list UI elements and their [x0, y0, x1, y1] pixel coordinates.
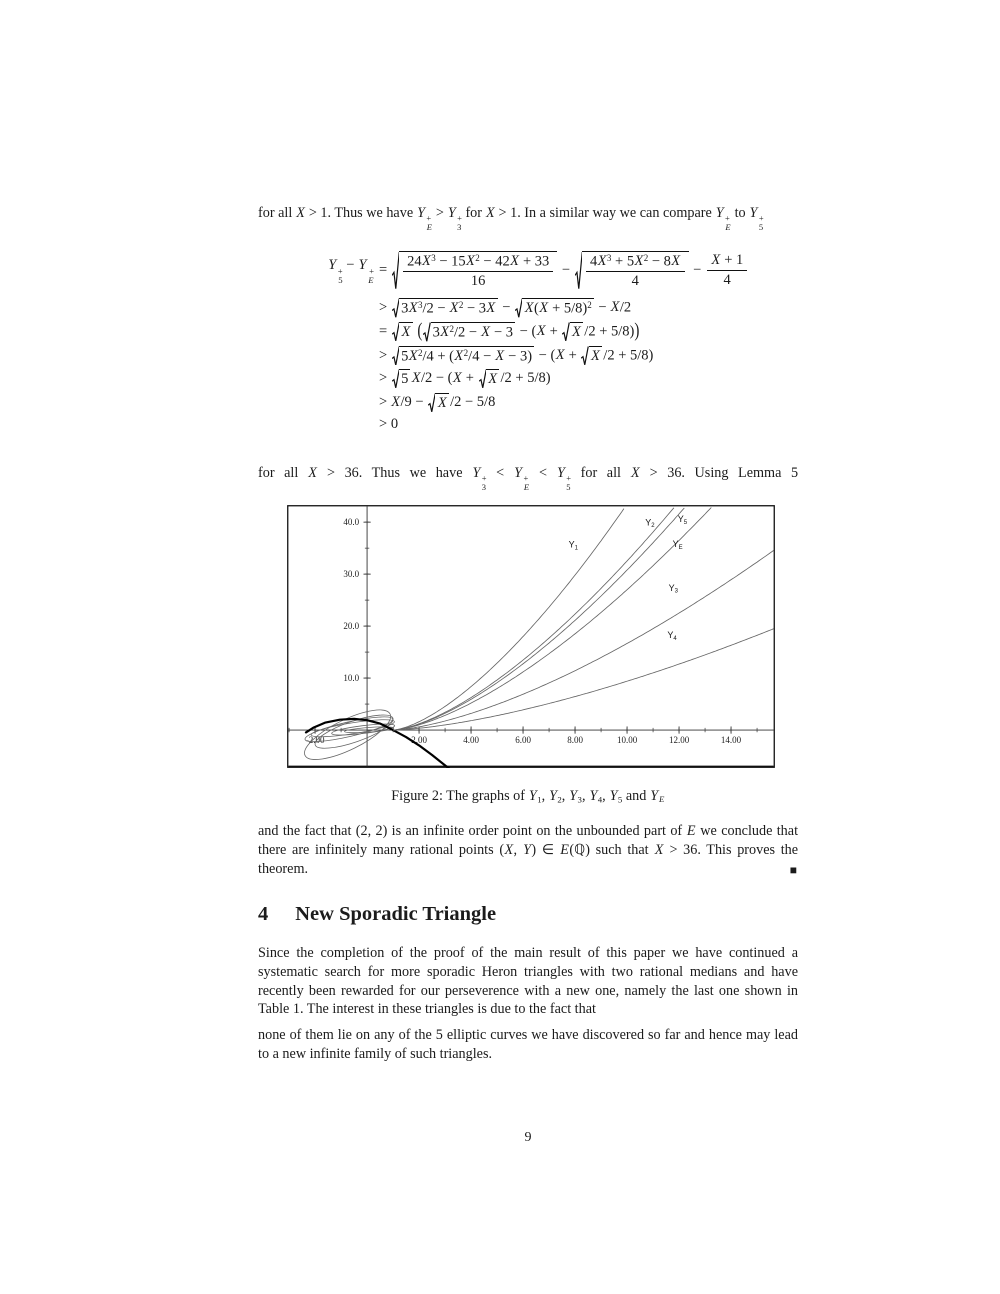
equation-line: > 5 X/2 − (X + X /2 + 5/8) [379, 370, 551, 388]
equation-line: > X/9 − X /2 − 5/8 [379, 393, 496, 411]
equation-line: > $5X^2/4 + (X^2/4 - X - 3)$ − (X + X /2 + 5/8) [379, 346, 654, 365]
radical-sign-icon [575, 251, 582, 290]
paragraph-section-2-text: none of them lie on any of the 5 elliptic curves we have discovered so far and hence may lead to a new infinite family of such triangles. [258, 1027, 798, 1062]
radical-sign-icon [581, 346, 588, 365]
curve-label-Y_4: $Y_4$ [667, 630, 677, 642]
y-tick-label: 10.0 [343, 673, 360, 684]
radical-sign-icon [562, 322, 569, 341]
curve-label-Y_2: $Y_2$ [645, 517, 655, 530]
radical-sign-icon [423, 322, 430, 342]
radical-sign-icon [392, 298, 399, 318]
paragraph-top-text: for all X > 1. Thus we have Y + E > Y + 3 for X > 1. In a similar way we can compare Y + E to Y + 5 [258, 205, 764, 233]
paragraph-section-1-text: Since the completion of the proof of the main result of this paper we have continued a systematic search for more sporadic Heron triangles with two rational medians and have recently been rewarded for our perseverence with a new one, namely the last one shown in Table 1. The interest in these triangles is due to the fact that [258, 945, 798, 1018]
x-tick-label: 10.00 [616, 735, 638, 746]
equation-lhs: Y + 5 − Y + E [328, 257, 374, 285]
radical-sign-icon [428, 393, 435, 412]
equation-line: = $\frac{24X^3 - 15X^2 - 42X + 33}{16}$ − $\frac{4X^3 + 5X^2 - 8X}{4}$ − $\frac{X + 1}{4}$ [379, 251, 805, 290]
figure-2-plot [287, 505, 775, 768]
curve-Y_4 [393, 629, 774, 730]
curve-Y_1 [393, 509, 624, 730]
x-tick-label: 12.00 [668, 735, 690, 746]
equation-row [280, 369, 805, 388]
equation-row [280, 251, 805, 290]
equation-row [280, 298, 805, 318]
x-tick-label: 2.00 [411, 735, 427, 746]
equation-line: > $3X^3/2 - X^2 - 3X$ − $X(X + 5/8)^2$ − X/2 [379, 299, 632, 317]
paragraph-mid-text: for all X > 36. Thus we have Y + 3 < Y + E < Y + 5 for all X > 36. Using Lemma 5 [258, 465, 799, 493]
x-tick-label: -2.00 [305, 735, 325, 746]
y-tick-label: 20.0 [343, 621, 360, 632]
radical-sign-icon [392, 251, 399, 290]
paragraph-section-2 [258, 1026, 798, 1064]
y-tick-label: 30.0 [343, 569, 360, 580]
radical-sign-icon [392, 369, 399, 388]
curve-label-Y_E: $Y_E$ [672, 539, 683, 551]
bold-curve-E [306, 719, 452, 768]
equation-row [280, 416, 805, 433]
qed-square: ■ [789, 863, 797, 878]
paragraph-top [258, 204, 798, 231]
figure-caption: Figure 2: The graphs of Y1, Y2, Y3, Y4, Y5 and YE [391, 788, 665, 805]
x-tick-label: 14.00 [720, 735, 742, 746]
paragraph-after-figure [258, 822, 798, 878]
x-tick-label: 4.00 [463, 735, 479, 746]
curve-Y_E [393, 508, 711, 731]
curve-Y_2 [393, 508, 674, 730]
radical-sign-icon [392, 322, 399, 341]
section-number: 4 [258, 903, 269, 925]
section-heading [258, 903, 496, 926]
equation-line: = X ( $3X^2/2 - X - 3$ − (X + X /2 + 5/8)) [379, 320, 640, 342]
y-tick-label: 40.0 [343, 517, 360, 528]
radical-sign-icon [515, 298, 522, 318]
equation-row [280, 322, 805, 342]
equation-row [280, 346, 805, 366]
x-tick-label: 6.00 [515, 735, 531, 746]
page-number: 9 [524, 1130, 532, 1145]
radical-sign-icon [479, 369, 486, 388]
radical-sign-icon [392, 346, 399, 366]
paragraph-mid [258, 464, 798, 491]
equation-row [280, 393, 805, 412]
curve-label-Y_5: $Y_5$ [677, 514, 688, 526]
section-title: New Sporadic Triangle [295, 903, 497, 925]
curve-label-Y_1: $Y_1$ [568, 539, 578, 552]
figure-2-plot-svg [287, 505, 775, 768]
paragraph-section-1 [258, 944, 798, 1019]
x-tick-label: 8.00 [567, 735, 583, 746]
equation-block [280, 247, 805, 438]
curve-label-Y_3: $Y_3$ [668, 582, 679, 595]
equation-line: > 0 [379, 416, 399, 433]
paragraph-after-figure-text: and the fact that (2, 2) is an infinite order point on the unbounded part of E we conclude that there are infinitely many rational points (X, Y) ∈ E(ℚ) such that X > 36. This proves the theorem. [258, 823, 799, 877]
